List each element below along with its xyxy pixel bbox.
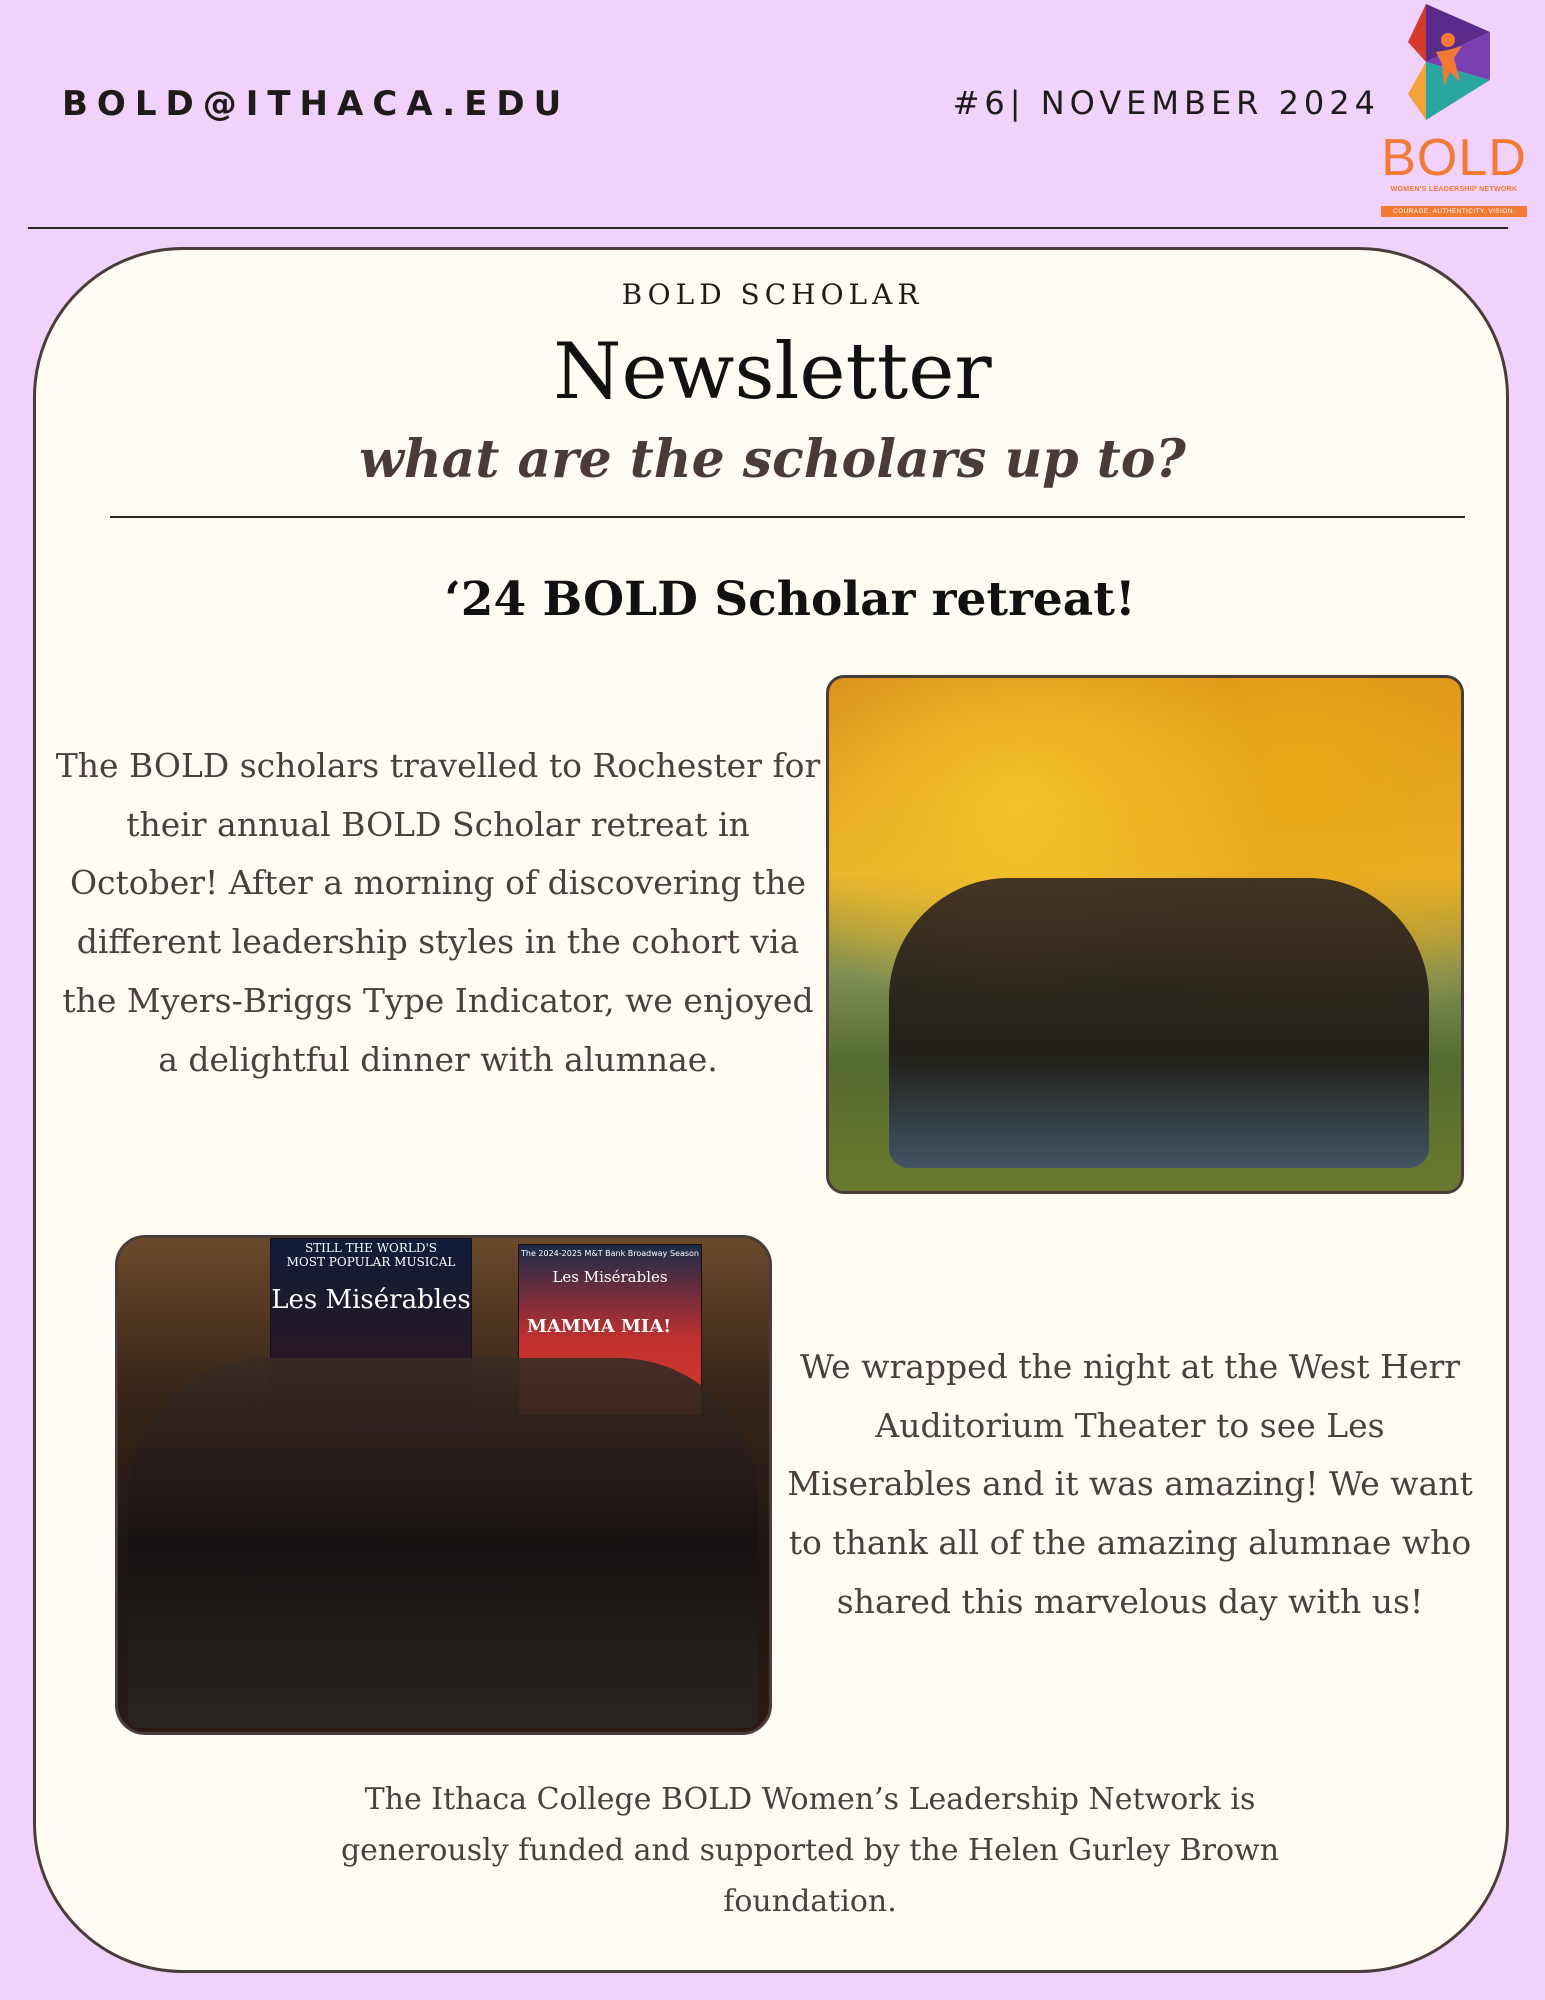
masthead-subtitle: what are the scholars up to? — [359, 429, 1186, 490]
funding-footer: The Ithaca College BOLD Women’s Leadership Network is generously funded and supported by the Helen Gurley Brown foundation. — [340, 1782, 1280, 1919]
photo-group-silhouette — [128, 1358, 758, 1728]
poster-tagline-1: STILL THE WORLD'S — [304, 1241, 438, 1255]
bold-logo — [1378, 2, 1530, 218]
masthead-divider — [110, 516, 1465, 518]
logo-subtitle: WOMEN'S LEADERSHIP NETWORK — [1390, 186, 1518, 193]
section-title: ‘24 BOLD Scholar retreat! — [444, 572, 1136, 627]
theater-paragraph: We wrapped the night at the West Herr Auditorium Theater to see Les Miserables and it was amazing! We want to thank all of the amazing alumnae who shared this marvelous day with us! — [787, 1347, 1473, 1621]
poster-title: Les Misérables — [271, 1285, 471, 1315]
header-divider — [28, 227, 1508, 229]
retreat-group-photo — [826, 675, 1464, 1194]
header-email[interactable]: BOLD@ITHACA.EDU — [62, 84, 571, 124]
logo-wordmark: BOLD — [1381, 129, 1527, 187]
season-show-2: MAMMA MIA! — [527, 1316, 672, 1337]
issue-date: #6| NOVEMBER 2024 — [952, 84, 1380, 122]
season-header: The 2024-2025 M&T Bank Broadway Season — [520, 1249, 699, 1258]
retreat-paragraph: The BOLD scholars travelled to Rochester for their annual BOLD Scholar retreat in October! After a morning of discovering the different leadership styles in the cohort via the Myers-Briggs Type Indicator, we enjoyed a delightful dinner with alumnae. — [55, 746, 821, 1079]
logo-tagline: COURAGE. AUTHENTICITY. VISION. — [1381, 206, 1527, 217]
poster-tagline-2: MOST POPULAR MUSICAL — [286, 1255, 456, 1269]
season-show-1: Les Misérables — [552, 1268, 668, 1286]
theater-group-photo — [115, 1235, 772, 1735]
masthead-title: Newsletter — [553, 327, 992, 417]
masthead-kicker: BOLD SCHOLAR — [621, 278, 924, 311]
bold-logo-mark-icon — [1378, 2, 1530, 132]
photo-group-silhouette — [889, 878, 1429, 1168]
